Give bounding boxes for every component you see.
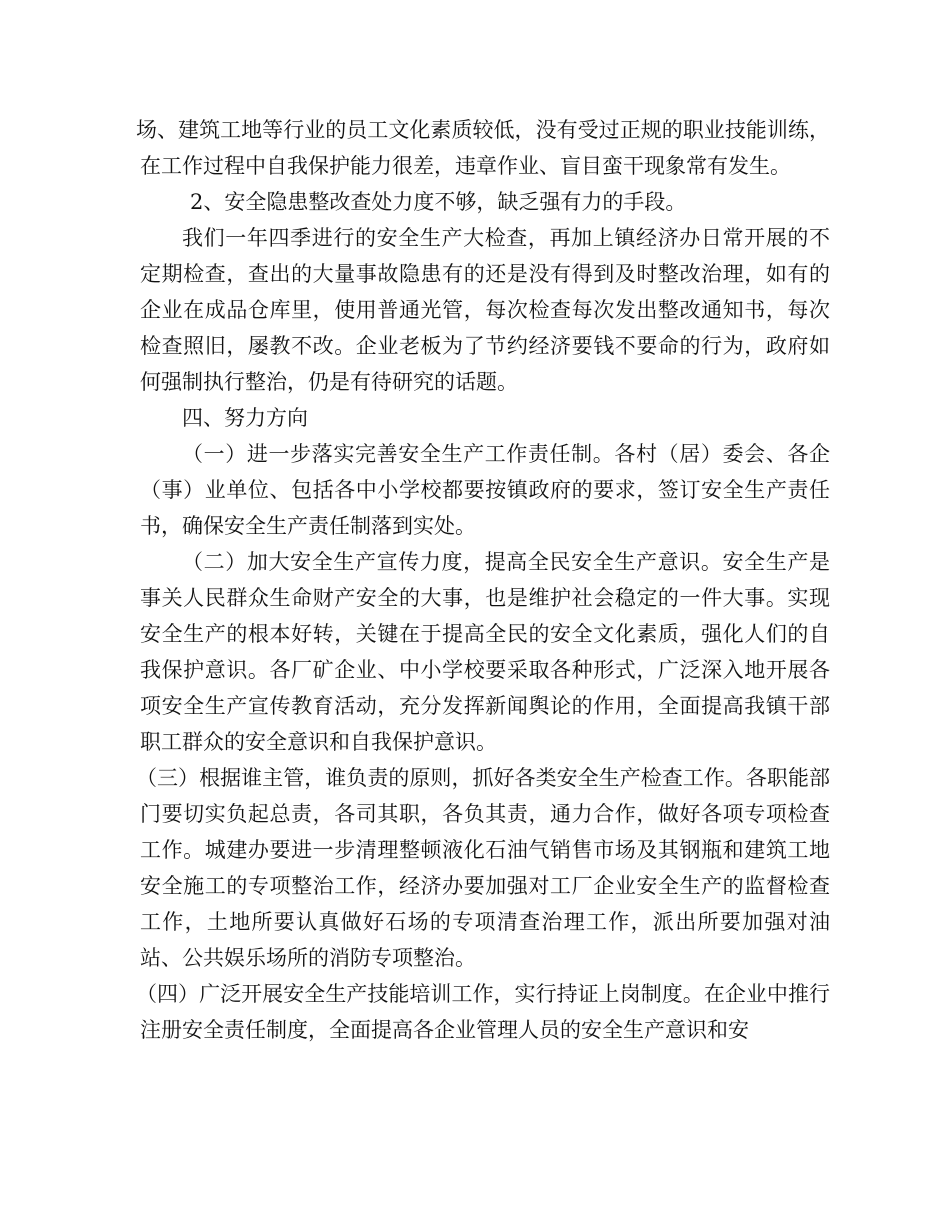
paragraph-worker-quality: 场、建筑工地等行业的员工文化素质较低，没有受过正规的职业技能训练，在工作过程中自我保护能力很差，违章作业、盲目蛮干现象常有发生。 <box>136 118 830 178</box>
paragraph-skills-training: （四）广泛开展安全生产技能培训工作，实行持证上岗制度。在企业中推行注册安全责任制度，全面提高各企业管理人员的安全生产意识和安 <box>136 982 830 1042</box>
document-body <box>136 112 830 1048</box>
paragraph-responsibility-system: （一）进一步落实完善安全生产工作责任制。各村（居）委会、各企（事）业单位、包括各中小学校都要按镇政府的要求，签订安全生产责任书，确保安全生产责任制落到实处。 <box>140 442 830 538</box>
paragraph-heading-hazard-rectification: 2、安全隐患整改查处力度不够，缺乏强有力的手段。 <box>190 190 687 214</box>
paragraph-inspection-work: （三）根据谁主管，谁负责的原则，抓好各类安全生产检查工作。各职能部门要切实负起总责，各司其职，各负其责，通力合作，做好各项专项检查工作。城建办要进一步清理整顿液化石油气销售市场及其钢瓶和建筑工地安全施工的专项整治工作，经济办要加强对工厂企业安全生产的监督检查工作，土地所要认真做好石场的专项清查治理工作，派出所要加强对油站、公共娱乐场所的消防专项整治。 <box>136 766 830 970</box>
section-heading-direction: 四、努力方向 <box>182 406 308 430</box>
paragraph-publicity: （二）加大安全生产宣传力度，提高全民安全生产意识。安全生产是事关人民群众生命财产安全的大事，也是维护社会稳定的一件大事。实现安全生产的根本好转，关键在于提高全民的安全文化素质，强化人们的自我保护意识。各厂矿企业、中小学校要采取各种形式，广泛深入地开展各项安全生产宣传教育活动，充分发挥新闻舆论的作用，全面提高我镇干部职工群众的安全意识和自我保护意识。 <box>140 550 830 754</box>
paragraph-inspection: 我们一年四季进行的安全生产大检查，再加上镇经济办日常开展的不定期检查，查出的大量事故隐患有的还是没有得到及时整改治理，如有的企业在成品仓库里，使用普通光管，每次检查每次发出整改通知书，每次检查照旧，屡教不改。企业老板为了节约经济要钱不要命的行为，政府如何强制执行整治，仍是有待研究的话题。 <box>140 226 830 394</box>
